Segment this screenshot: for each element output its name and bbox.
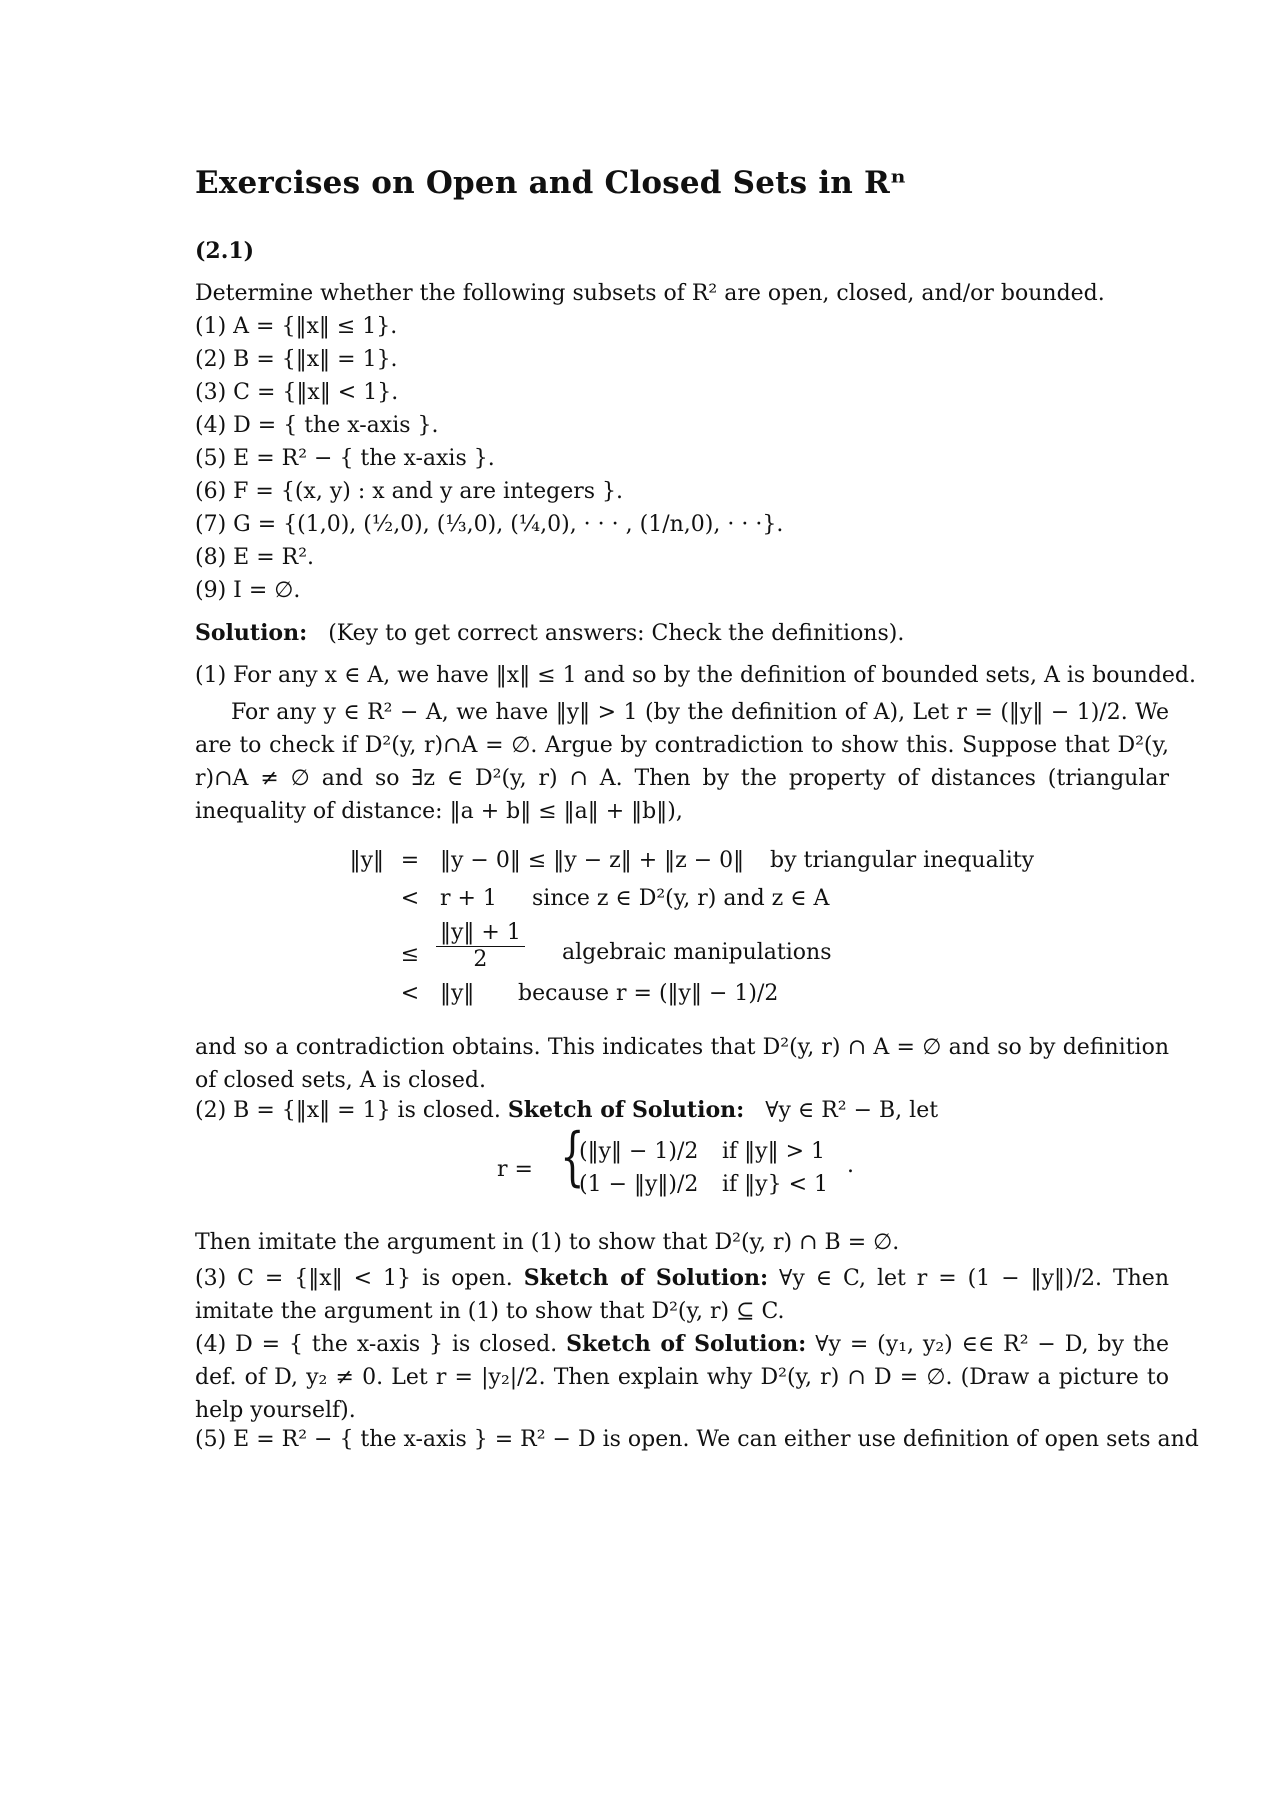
align-note: by triangular inequality <box>770 848 1035 873</box>
align-note: because r = (‖y‖ − 1)/2 <box>518 981 779 1006</box>
part4-paragraph <box>195 1328 1169 1427</box>
part5-text: (5) E = R² − { the x-axis } = R² − D is open. We can either use definition of open sets and <box>195 1427 1199 1452</box>
exercise-item: (8) E = R². <box>195 545 315 570</box>
part1-first-line: (1) For any x ∈ A, we have ‖x‖ ≤ 1 and so by the definition of bounded sets, A is bounded. <box>195 663 1196 688</box>
solution-label: Solution: <box>195 620 308 646</box>
align-relation: < <box>400 981 420 1006</box>
part3-paragraph <box>195 1262 1169 1328</box>
part2-then: Then imitate the argument in (1) to show that D²(y, r) ∩ B = ∅. <box>195 1230 900 1255</box>
part4-rest: ∀y = (y₁, y₂) ∈∈ R² − D, by the def. of D, y₂ ≠ 0. Let r = |y₂|/2. Then explain why D²(y, r) ∩ D = ∅. (Draw a picture to help yourself). <box>195 1332 1169 1423</box>
align-note: since z ∈ D²(y, r) and z ∈ A <box>532 886 830 911</box>
part1-paragraph: For any y ∈ R² − A, we have ‖y‖ > 1 (by the definition of A), Let r = (‖y‖ − 1)/2. We are to check if D²(y, r)∩A = ∅. Argue by contradiction to show this. Suppose that D²(y, r)∩A ≠ ∅ and so ∃z ∈ D²(y, r) ∩ A. Then by the property of distances (triangular inequality of distance: ‖a + b‖ ≤ ‖a‖ + ‖b‖), <box>195 700 1169 824</box>
case-condition: if ‖y‖ > 1 <box>722 1139 826 1164</box>
piecewise-period: . <box>847 1153 854 1178</box>
align-relation: < <box>400 886 420 911</box>
solution-key: (Key to get correct answers: Check the definitions). <box>328 621 905 646</box>
fraction-numerator: ‖y‖ + 1 <box>436 920 525 947</box>
page-title: Exercises on Open and Closed Sets in Rⁿ <box>195 165 907 201</box>
left-brace-icon: { <box>560 1120 585 1194</box>
align-row-3 <box>0 920 1280 990</box>
exercise-item: (3) C = {‖x‖ < 1}. <box>195 380 399 405</box>
exercise-item: (9) I = ∅. <box>195 578 301 603</box>
part3-rest: ∀y ∈ C, let r = (1 − ‖y‖)/2. Then imitate the argument in (1) to show that D²(y, r) ⊆ C. <box>195 1266 1170 1324</box>
align-note: algebraic manipulations <box>562 940 832 965</box>
exercise-item: (7) G = {(1,0), (½,0), (⅓,0), (¼,0), · · · , (1/n,0), · · ·}. <box>195 512 784 537</box>
exercise-item: (1) A = {‖x‖ ≤ 1}. <box>195 314 398 339</box>
align-fraction <box>436 920 525 973</box>
case-condition: if ‖y} < 1 <box>722 1172 829 1197</box>
part2-rest: ∀y ∈ R² − B, let <box>765 1098 939 1123</box>
align-expression: ‖y − 0‖ ≤ ‖y − z‖ + ‖z − 0‖ <box>440 848 745 873</box>
sketch-label: Sketch of Solution: <box>507 1097 745 1123</box>
sketch-label: Sketch of Solution: <box>523 1265 769 1291</box>
fraction-denominator: 2 <box>473 947 488 972</box>
solution-header <box>195 620 904 646</box>
piecewise-lhs: r = <box>497 1157 533 1182</box>
align-relation: = <box>400 848 420 873</box>
intro-text: Determine whether the following subsets of R² are open, closed, and/or bounded. <box>195 281 1105 306</box>
part1-conclusion: and so a contradiction obtains. This indicates that D²(y, r) ∩ A = ∅ and so by definition of closed sets, A is closed. <box>195 1035 1169 1093</box>
align-lhs: ‖y‖ <box>349 848 384 873</box>
case-expression: (1 − ‖y‖)/2 <box>579 1172 699 1197</box>
align-expression: r + 1 <box>440 886 497 911</box>
case-expression: (‖y‖ − 1)/2 <box>579 1139 699 1164</box>
exercise-item: (6) F = {(x, y) : x and y are integers }. <box>195 479 624 504</box>
section-number: (2.1) <box>195 238 255 264</box>
exercise-item: (2) B = {‖x‖ = 1}. <box>195 347 398 372</box>
sketch-label: Sketch of Solution: <box>566 1331 807 1357</box>
align-relation: ≤ <box>400 942 420 967</box>
align-expression: ‖y‖ <box>440 981 475 1006</box>
part3-text: (3) C = {‖x‖ < 1} is open. <box>195 1266 513 1291</box>
part4-text: (4) D = { the x-axis } is closed. <box>195 1332 558 1357</box>
exercise-item: (5) E = R² − { the x-axis }. <box>195 446 495 471</box>
exercise-item: (4) D = { the x-axis }. <box>195 413 439 438</box>
part2-text: (2) B = {‖x‖ = 1} is closed. <box>195 1098 501 1123</box>
